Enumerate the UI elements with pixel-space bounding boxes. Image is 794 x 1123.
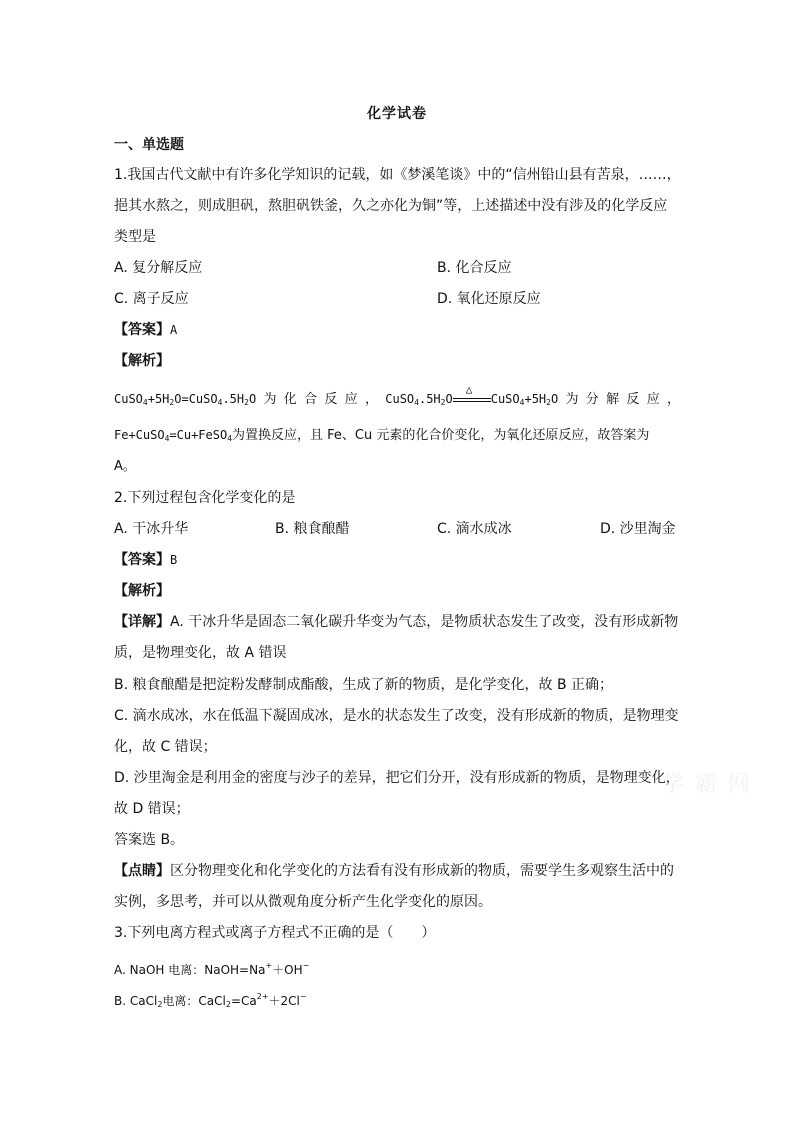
q2-detail-line1: 【详解】A. 干冰升华是固态二氧化碳升华变为气态，是物质状态发生了改变，没有形成新物 (114, 614, 679, 630)
q1-explanation-line3: A。 (114, 459, 136, 474)
q1-explanation-line2: Fe+CuSO$_4$=Cu+FeSO$_4$为置换反应，且 Fe、Cu 元素的化合价变化，为氧化还原反应，故答案为 (114, 428, 650, 443)
q2-answer (114, 551, 177, 569)
q3-option-a: A. NaOH 电离：NaOH=Na+＋OH− (114, 961, 310, 977)
q3-stem: 3.下列电离方程式或离子方程式不正确的是（ ） (114, 925, 436, 941)
q1-stem-line3: 类型是 (114, 229, 156, 245)
heat-triangle-icon: △ (465, 383, 473, 396)
heating-equals-sign (453, 383, 491, 404)
answer-value: B (170, 553, 178, 567)
q1-explanation-line1: $CuSO_4+5H_2O=CuSO_4.5H_2O$ 为 化 合 反 应 ， $CuSO_4.5H_2O$ △ $CuSO_4+5H_2O$ 为 分 解 反 应 ， (114, 390, 680, 412)
q2-detail-line5: 化，故 C 错误； (114, 739, 217, 755)
equation-replacement: Fe+CuSO$_4$=Cu+FeSO$_4$ (114, 428, 233, 443)
q2-detail-line2: 质，是物理变化，故 A 错误 (114, 645, 287, 661)
detail-tag: 【详解】 (114, 614, 170, 630)
q2-option-d: D. 沙里淘金 (600, 521, 676, 537)
equation-combination: $CuSO_4+5H_2O=CuSO_4.5H_2O$ (114, 392, 257, 407)
q1-option-d: D. 氧化还原反应 (437, 291, 541, 307)
q2-detail-line6: D. 沙里淘金是利用金的密度与沙子的差异，把它们分开，没有形成新的物质，是物理变化， (114, 770, 680, 786)
answer-tag: 【答案】 (114, 322, 170, 338)
q1-stem-line2: 挹其水熬之，则成胆矾，熬胆矾铁釜，久之亦化为铜”等，上述描述中没有涉及的化学反应 (114, 198, 668, 214)
answer-tag: 【答案】 (114, 552, 170, 568)
q2-point-line1: 【点睛】区分物理变化和化学变化的方法看有没有形成新的物质，需要学生多观察生活中的 (114, 863, 674, 879)
q1-analysis-tag: 【解析】 (114, 353, 170, 369)
q2-point-line2: 实例，多思考，并可以从微观角度分析产生化学变化的原因。 (114, 894, 492, 910)
q2-option-c: C. 滴水成冰 (437, 521, 512, 537)
q2-detail-line3: B. 粮食酿醋是把淀粉发酵制成酯酸，生成了新的物质，是化学变化，故 B 正确； (114, 677, 614, 693)
page-title: 化学试卷 (367, 106, 427, 122)
q2-option-b: B. 粮食酿醋 (275, 521, 350, 537)
section-heading: 一、单选题 (114, 137, 184, 153)
q2-detail-line7: 故 D 错误； (114, 801, 190, 817)
q3-option-b: B. CaCl$_2$电离：$CaCl_2=Ca^{2+}+2Cl^-$ (114, 992, 307, 1009)
equation-decomposition: $CuSO_4.5H_2O$ △ $CuSO_4+5H_2O$ (385, 383, 559, 407)
q2-stem: 2.下列过程包含化学变化的是 (114, 490, 296, 506)
q1-option-b: B. 化合反应 (437, 260, 512, 276)
q2-analysis-tag: 【解析】 (114, 583, 170, 599)
q2-detail-line8: 答案选 B。 (114, 832, 185, 848)
q2-option-a: A. 干冰升华 (114, 521, 189, 537)
q1-option-c: C. 离子反应 (114, 291, 189, 307)
q2-detail-line4: C. 滴水成冰，水在低温下凝固成冰，是水的状态发生了改变，没有形成新的物质，是物理变 (114, 708, 679, 724)
watermark: 学 霸 网 (662, 772, 752, 797)
point-tag: 【点睛】 (114, 863, 170, 879)
answer-value: A (170, 323, 178, 337)
q1-answer (114, 321, 177, 339)
q1-stem-line1: 1.我国古代文献中有许多化学知识的记载，如《梦溪笔谈》中的“信州铅山县有苦泉，……， (114, 167, 681, 183)
q1-option-a: A. 复分解反应 (114, 260, 203, 276)
